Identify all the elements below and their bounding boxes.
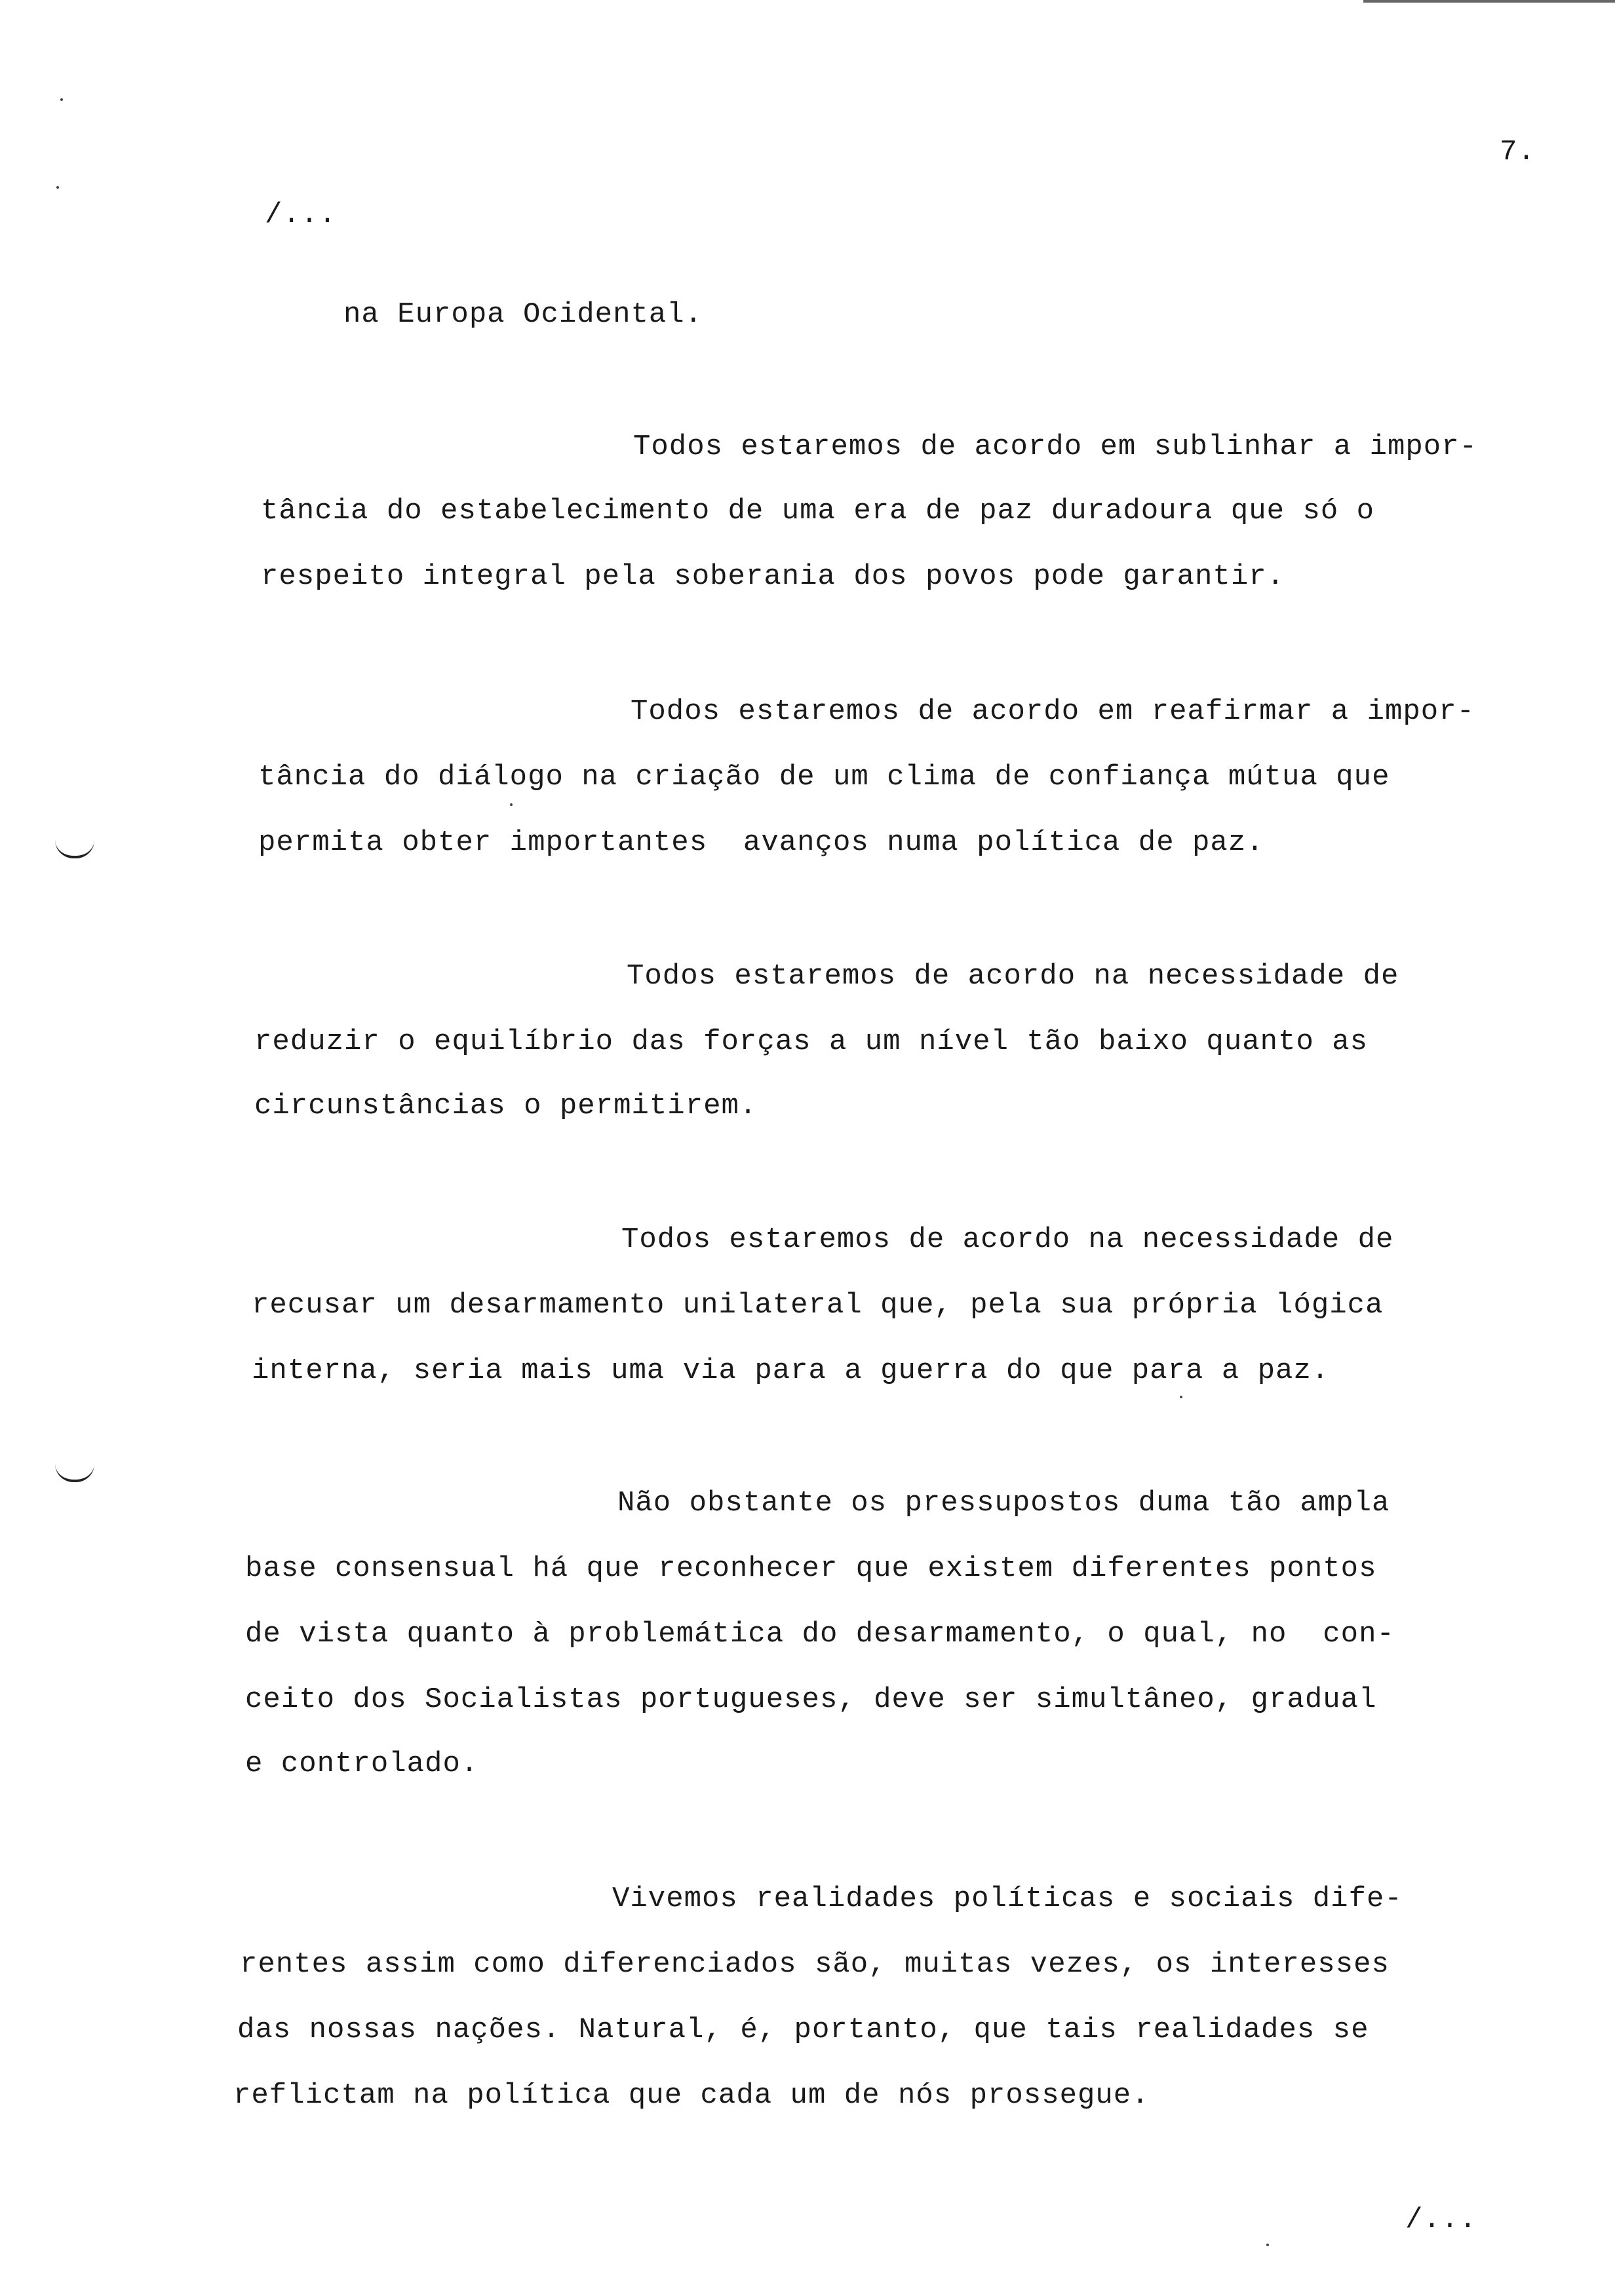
continuation-marker-top: /... — [265, 199, 337, 231]
paragraph-line: Todos estaremos de acordo em sublinhar a impor- — [633, 430, 1478, 463]
paragraph-line: permita obter importantes avanços numa política de paz. — [258, 826, 1264, 859]
scan-speck — [1180, 1396, 1182, 1398]
paragraph-line: Todos estaremos de acordo na necessidade de — [627, 960, 1399, 993]
paragraph-line: e controlado. — [245, 1748, 479, 1780]
paragraph-line: Vivemos realidades políticas e sociais dife- — [612, 1883, 1403, 1915]
paragraph-line: base consensual há que reconhecer que existem diferentes pontos — [245, 1552, 1377, 1585]
paragraph-line: tância do diálogo na criação de um clima de confiança mútua que — [258, 761, 1390, 794]
paragraph-line: Não obstante os pressupostos duma tão ampla — [617, 1487, 1390, 1520]
scan-speck — [510, 803, 513, 806]
paragraph-line: recusar um desarmamento unilateral que, pela sua própria lógica — [252, 1289, 1384, 1322]
paragraph-line: Todos estaremos de acordo em reafirmar a impor- — [631, 695, 1475, 728]
paragraph-line: Todos estaremos de acordo na necessidade de — [621, 1223, 1394, 1256]
scan-edge-line — [1363, 0, 1615, 3]
paragraph-line: tância do estabelecimento de uma era de paz duradoura que só o — [261, 495, 1375, 527]
paragraph-line: reflictam na política que cada um de nós prossegue. — [233, 2079, 1150, 2112]
scan-speck — [56, 186, 59, 189]
paragraph-line: interna, seria mais uma via para a guerra do que para a paz. — [252, 1354, 1330, 1387]
scan-speck — [60, 98, 63, 101]
paragraph-line: na Europa Ocidental. — [343, 298, 703, 331]
paragraph-line: rentes assim como diferenciados são, muitas vezes, os interesses — [240, 1948, 1390, 1981]
punch-hole-mark — [55, 1464, 94, 1482]
paragraph-line: circunstâncias o permitirem. — [254, 1090, 758, 1122]
scan-speck — [1266, 2244, 1269, 2246]
continuation-marker-bottom: /... — [1405, 2204, 1477, 2236]
paragraph-line: respeito integral pela soberania dos povos pode garantir. — [261, 560, 1285, 593]
paragraph-line: reduzir o equilíbrio das forças a um nível tão baixo quanto as — [254, 1025, 1369, 1058]
paragraph-line: ceito dos Socialistas portugueses, deve ser simultâneo, gradual — [245, 1683, 1377, 1716]
page-number: 7. — [1500, 136, 1536, 168]
paragraph-line: de vista quanto à problemática do desarmamento, o qual, no con- — [245, 1618, 1395, 1651]
paragraph-line: das nossas nações. Natural, é, portanto, que tais realidades se — [237, 2014, 1369, 2046]
punch-hole-mark — [55, 840, 94, 858]
